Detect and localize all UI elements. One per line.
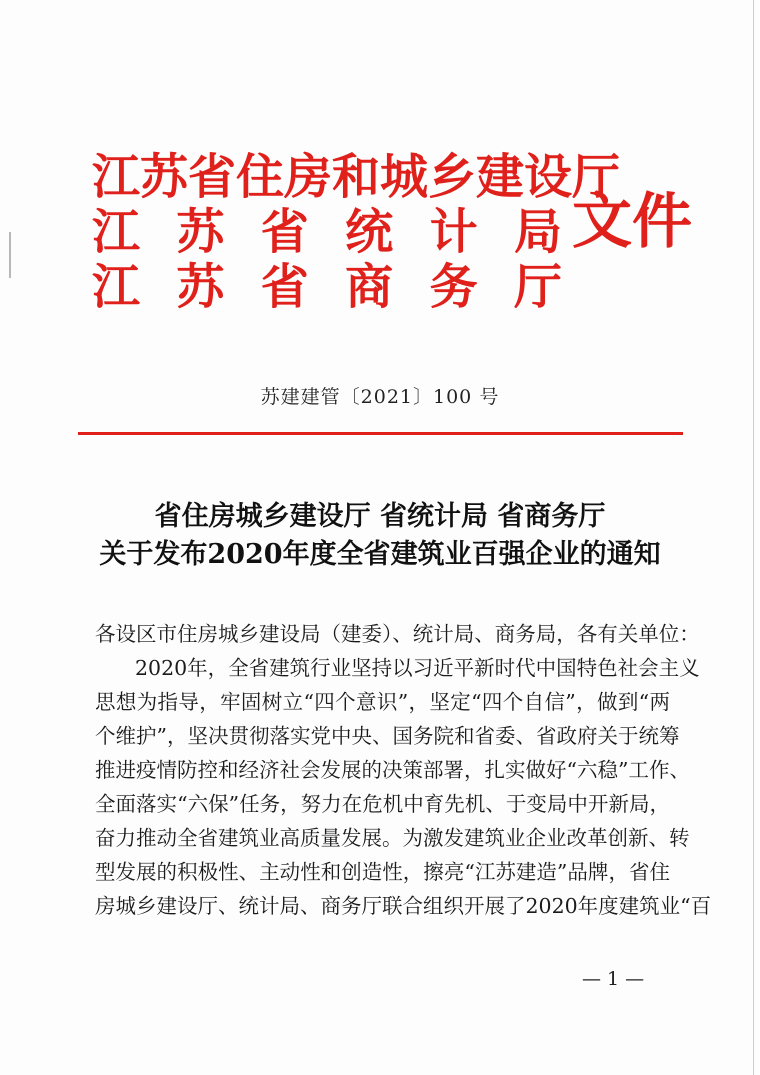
issuer-char: 省 <box>260 259 309 315</box>
issuer-char: 商 <box>345 259 394 315</box>
issuer-char: 省 <box>260 204 309 260</box>
title-line-1: 省住房城乡建设厅 省统计局 省商务厅 <box>154 501 606 532</box>
body-line: 房城乡建设厅、统计局、商务厅联合组织开展了2020年度建筑业“百 <box>95 894 712 918</box>
notice-body <box>95 617 712 923</box>
issuer-char: 江 <box>92 204 141 260</box>
issuer-statistics-bureau <box>92 205 562 260</box>
issuer-char: 苏 <box>176 259 225 315</box>
body-line: 个维护”，坚决贯彻落实党中央、国务院和省委、省政府关于统筹 <box>95 724 680 748</box>
issuer-char: 苏 <box>176 204 225 260</box>
body-line: 2020年，全省建筑行业坚持以习近平新时代中国特色社会主义 <box>135 656 700 680</box>
issuer-char: 统 <box>345 204 394 260</box>
title-line-2: 关于发布2020年度全省建筑业百强企业的通知 <box>99 539 661 570</box>
scan-edge-mark <box>9 232 11 278</box>
issuer-commerce-department <box>92 260 562 315</box>
body-line: 奋力推动全省建筑业高质量发展。为激发建筑业企业改革创新、转 <box>95 826 690 850</box>
issuer-char: 厅 <box>513 259 562 315</box>
body-line: 思想为指导，牢固树立“四个意识”，坚定“四个自信”，做到“两 <box>95 690 670 714</box>
page-number: — 1 — <box>582 968 645 990</box>
body-line: 型发展的积极性、主动性和创造性，擦亮“江苏建造”品牌，省住 <box>95 860 670 884</box>
issuer-housing-department: 江苏省住房和城乡建设厅 <box>92 149 621 205</box>
issuing-authorities <box>92 149 621 315</box>
issuer-char: 局 <box>513 204 562 260</box>
salutation: 各设区市住房城乡建设局（建委）、统计局、商务局，各有关单位： <box>95 622 700 646</box>
notice-title <box>0 498 760 574</box>
body-line: 推进疫情防控和经济社会发展的决策部署，扎实做好“六稳”工作、 <box>95 758 690 782</box>
issuer-char: 江 <box>92 259 141 315</box>
red-divider-line <box>78 432 683 435</box>
issuer-char: 务 <box>429 259 478 315</box>
document-suffix: 文件 <box>572 187 692 257</box>
issuer-char: 计 <box>429 204 478 260</box>
document-number: 苏建建管〔2021〕100 号 <box>260 386 500 408</box>
body-line: 全面落实“六保”任务，努力在危机中育先机、于变局中开新局， <box>95 792 670 816</box>
